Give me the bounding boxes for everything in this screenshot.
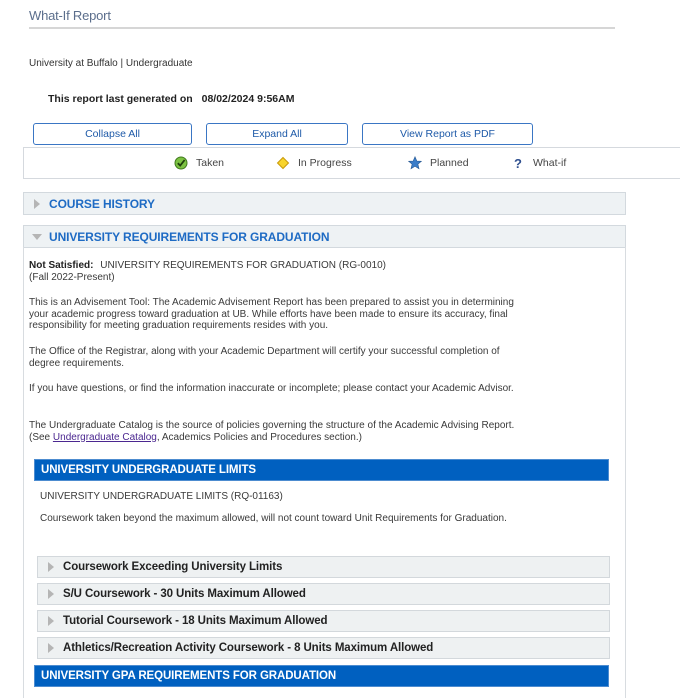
- catalog-text-after: , Academics Policies and Procedures section.): [156, 431, 362, 443]
- subsection-label: Coursework Exceeding University Limits: [63, 561, 283, 573]
- requirement-status: [29, 260, 529, 283]
- page-title: What-If Report: [29, 8, 111, 23]
- subsection-label: Athletics/Recreation Activity Coursework - 8 Units Maximum Allowed: [63, 642, 434, 654]
- institution-career: University at Buffalo | Undergraduate: [29, 58, 193, 69]
- course-history-header[interactable]: [23, 192, 626, 215]
- subsection-su-coursework[interactable]: [37, 583, 610, 605]
- expand-all-button[interactable]: Expand All: [206, 123, 348, 145]
- legend-planned: [408, 156, 469, 170]
- subsection-coursework-exceeding-limits[interactable]: [37, 556, 610, 578]
- generated-time: 9:56AM: [257, 93, 295, 105]
- advisement-notice: This is an Advisement Tool: The Academic Advisement Report has been prepared to assist you in determining your academic progress toward graduation at UB. While efforts have been made to ensure its accuracy, final responsibility for meeting graduation requirements resides with you.: [29, 297, 514, 331]
- limits-requirement-title: UNIVERSITY UNDERGRADUATE LIMITS (RQ-01163): [40, 491, 283, 502]
- subsection-tutorial-coursework[interactable]: [37, 610, 610, 632]
- gpa-requirements-header: UNIVERSITY GPA REQUIREMENTS FOR GRADUATION: [34, 665, 609, 687]
- chevron-right-icon: [46, 643, 56, 653]
- legend-taken-label: Taken: [196, 157, 225, 169]
- legend-planned-label: Planned: [430, 157, 469, 169]
- chevron-right-icon: [46, 616, 56, 626]
- star-icon: [408, 156, 422, 170]
- legend-what-if: [511, 156, 566, 170]
- university-requirements-label: UNIVERSITY REQUIREMENTS FOR GRADUATION: [49, 229, 330, 244]
- title-divider: [29, 27, 615, 29]
- view-report-pdf-button[interactable]: View Report as PDF: [362, 123, 533, 145]
- legend-taken: [174, 156, 224, 170]
- subsection-athletics-coursework[interactable]: [37, 637, 610, 659]
- status-text: UNIVERSITY REQUIREMENTS FOR GRADUATION (RG-0010): [100, 260, 387, 271]
- limits-requirement-description: Coursework taken beyond the maximum allowed, will not count toward Unit Requirements for Graduation.: [40, 513, 507, 524]
- legend-in-progress: [276, 156, 352, 170]
- chevron-right-icon: [46, 589, 56, 599]
- generated-date: 08/02/2024: [201, 93, 255, 105]
- questions-notice: If you have questions, or find the information inaccurate or incomplete; please contact your Academic Advisor.: [29, 383, 514, 394]
- university-requirements-header[interactable]: [23, 225, 626, 248]
- requirement-term: (Fall 2022-Present): [29, 271, 115, 283]
- subsection-label: S/U Coursework - 30 Units Maximum Allowed: [63, 588, 306, 600]
- legend-in-progress-label: In Progress: [298, 157, 352, 169]
- course-history-label: COURSE HISTORY: [49, 196, 155, 211]
- legend: [23, 147, 680, 179]
- collapse-all-button[interactable]: Collapse All: [33, 123, 192, 145]
- registrar-notice: The Office of the Registrar, along with your Academic Department will certify your successful completion of degree requirements.: [29, 346, 500, 369]
- diamond-icon: [276, 156, 290, 170]
- check-circle-icon: [174, 156, 188, 170]
- undergraduate-catalog-link[interactable]: Undergraduate Catalog: [52, 431, 157, 443]
- catalog-text-before: The Undergraduate Catalog is the source of policies governing the structure of the Academic Advising Report. (See: [29, 420, 515, 443]
- legend-what-if-label: What-if: [533, 157, 567, 169]
- question-icon: ?: [514, 155, 522, 171]
- undergraduate-limits-header: UNIVERSITY UNDERGRADUATE LIMITS: [34, 459, 609, 481]
- status-label: Not Satisfied:: [29, 260, 94, 271]
- generated-label: This report last generated on: [48, 93, 193, 105]
- chevron-right-icon: [46, 562, 56, 572]
- report-generated-info: [48, 93, 294, 105]
- catalog-notice: [29, 420, 529, 443]
- chevron-right-icon: [32, 199, 42, 209]
- subsection-label: Tutorial Coursework - 18 Units Maximum Allowed: [63, 615, 328, 627]
- chevron-down-icon: [32, 232, 42, 242]
